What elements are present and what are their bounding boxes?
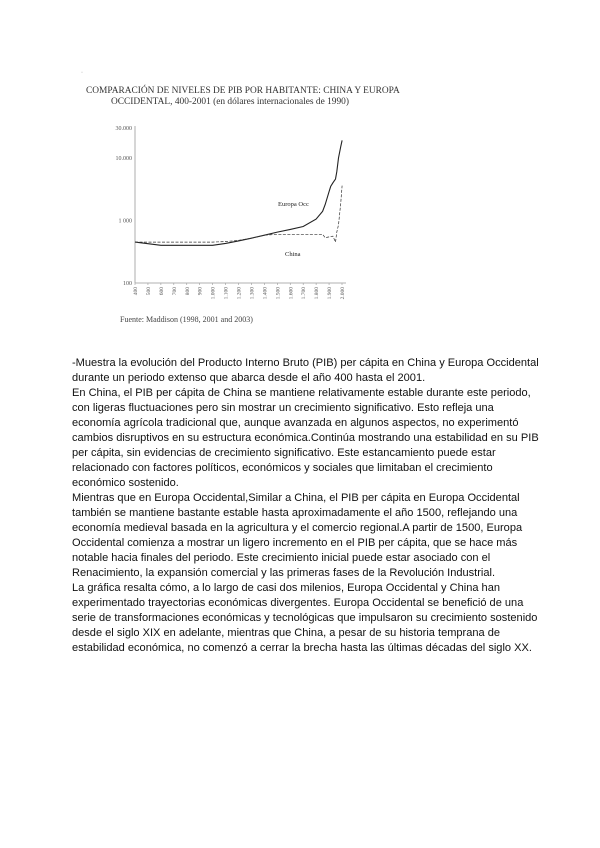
x-tick-label: 500 — [145, 287, 152, 296]
x-axis-ticks — [133, 283, 346, 299]
paragraph-conclusion: La gráfica resalta cómo, a lo largo de casi dos milenios, Europa Occidental y China han experimentado trayectorias económicas divergentes. Europa Occidental se benefició de una serie de transformaciones económicas y tecnológicas que impulsaron su crecimiento sostenido desde el siglo XIX en adelante, mientras que China, a pesar de su historia temprana de estabilidad económica, no comenzó a cerrar la brecha hasta las últimas décadas del siglo XX. — [72, 582, 538, 654]
x-tick-label: 900 — [197, 287, 204, 296]
x-tick-label: 1.900 — [327, 287, 334, 300]
series-label-china: China — [285, 251, 301, 258]
x-tick-label: 1.500 — [275, 287, 282, 300]
x-tick-label: 1.200 — [236, 287, 243, 300]
figure-title-line-2: OCCIDENTAL, 400-2001 (en dólares internacionales de 1990) — [111, 97, 349, 107]
y-tick-label: 1 000 — [118, 218, 132, 225]
y-tick-label: 30.000 — [115, 126, 132, 132]
x-tick-label: 2.000 — [340, 287, 346, 300]
body-text — [72, 356, 542, 656]
series-label-europa-occ: Europa Occ — [278, 201, 309, 208]
chart-axes — [135, 126, 346, 283]
gdp-per-capita-chart — [0, 0, 600, 330]
paragraph-europe: Mientras que en Europa Occidental,Similar a China, el PIB per cápita en Europa Occidental también se mantiene bastante estable hasta aproximadamente el año 1500, reflejando una economía medieval basada en la agricultura y el comercio regional.A partir de 1500, Europa Occidental comienza a mostrar un ligero incremento en el PIB per cápita, que se hace más notable hacia finales del periodo. Este crecimiento inicial puede estar asociado con el Renacimiento, la expansión comercial y las primeras fases de la Revolución Industrial. — [72, 492, 523, 579]
x-tick-label: 1.700 — [301, 287, 308, 300]
x-tick-label: 700 — [171, 287, 178, 296]
x-tick-label: 1.600 — [288, 287, 295, 300]
x-tick-label: 1.000 — [210, 287, 217, 300]
series-line-europa-occ — [135, 140, 342, 245]
chart-series-labels — [278, 201, 309, 258]
y-tick-label: 10.000 — [115, 155, 132, 162]
series-line-china — [135, 186, 342, 243]
x-tick-label: 600 — [158, 287, 165, 296]
y-axis-ticks — [116, 126, 133, 287]
corner-mark: · — [81, 70, 83, 76]
x-tick-label: 1.400 — [262, 287, 269, 300]
chart-series — [135, 140, 342, 245]
y-tick-label: 100 — [123, 281, 132, 287]
x-tick-label: 1.300 — [249, 287, 256, 300]
x-tick-label: 400 — [133, 287, 139, 296]
figure-source: Fuente: Maddison (1998, 2001 and 2003) — [120, 315, 253, 324]
x-tick-label: 800 — [184, 287, 191, 296]
paragraph-intro: -Muestra la evolución del Producto Interno Bruto (PIB) per cápita en China y Europa Occidental durante un periodo extenso que abarca desde el año 400 hasta el 2001. — [72, 357, 539, 384]
x-tick-label: 1.100 — [223, 287, 230, 300]
figure-title-line-1: COMPARACIÓN DE NIVELES DE PIB POR HABITANTE: CHINA Y EUROPA — [86, 86, 400, 96]
x-tick-label: 1.800 — [314, 287, 321, 300]
paragraph-china: En China, el PIB per cápita de China se mantiene relativamente estable durante este periodo, con ligeras fluctuaciones pero sin mostrar un crecimiento significativo. Esto refleja una economía agrícola tradicional que, aunque avanzada en algunos aspectos, no experimentó cambios disruptivos en su estructura económica.Continúa mostrando una estabilidad en su PIB per cápita, sin evidencias de crecimiento significativo. Este estancamiento puede estar relacionado con factores políticos, económicos y sociales que limitaban el crecimiento económico sostenido. — [72, 387, 539, 489]
